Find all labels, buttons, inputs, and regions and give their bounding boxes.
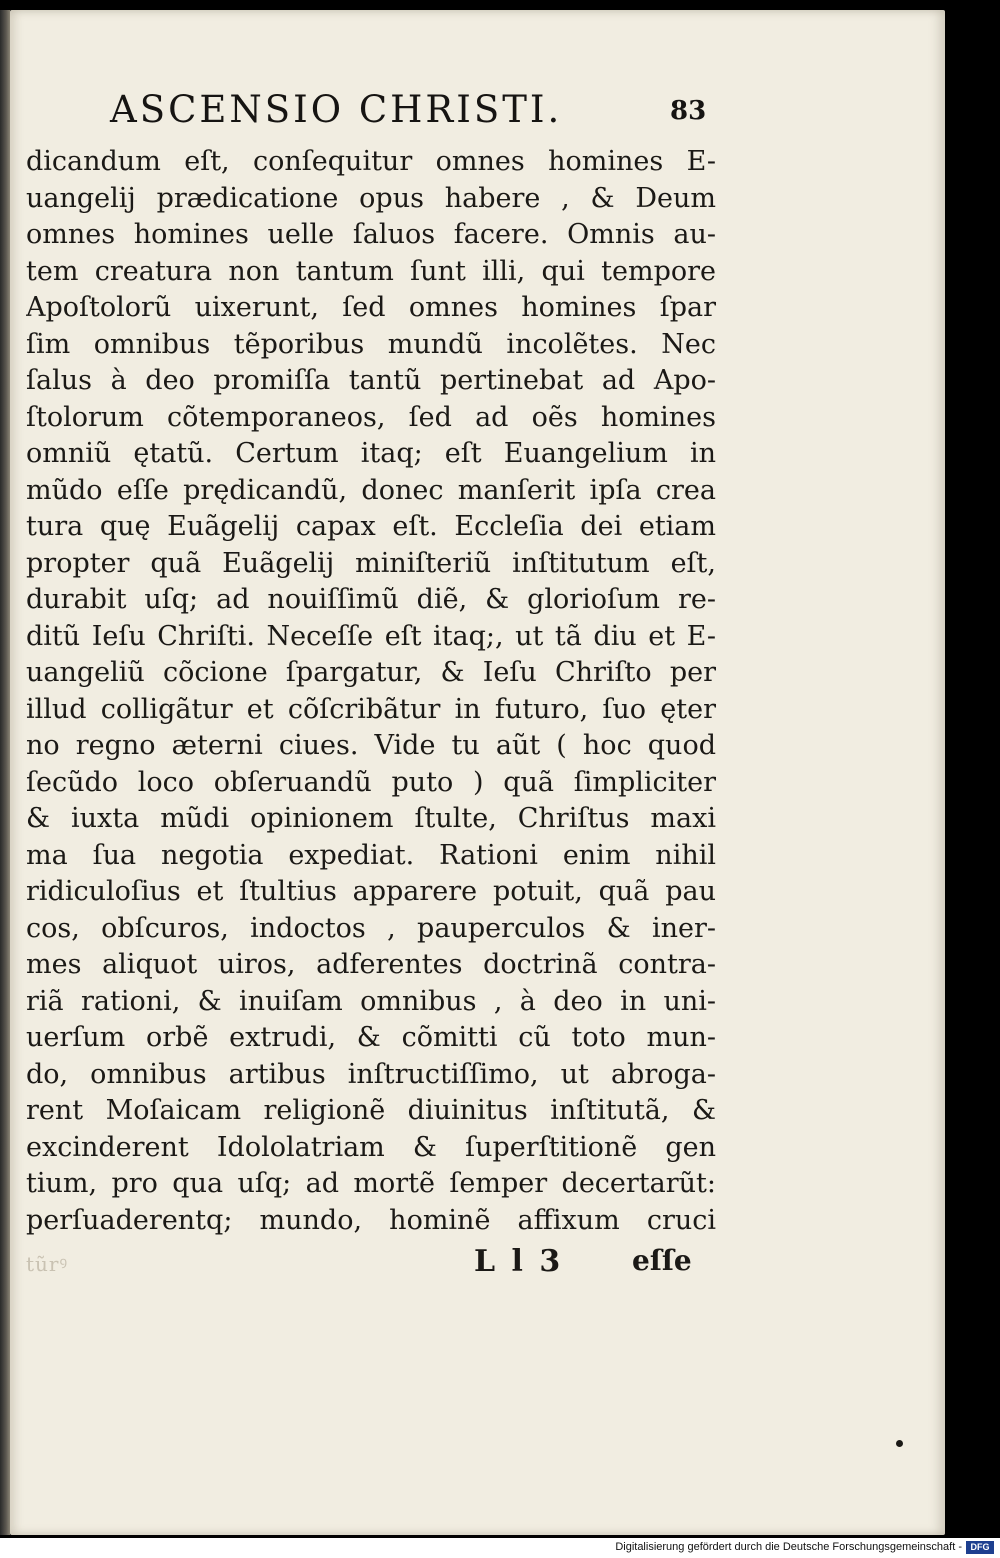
book-page <box>10 10 945 1535</box>
text-line: riã rationi, & inuiſam omnibus , à deo in uni- <box>26 985 716 1017</box>
text-line: omniũ ętatũ. Certum itaq; eſt Euangelium in <box>26 438 716 469</box>
body-text <box>26 144 716 1239</box>
text-line: mes aliquot uiros, adferentes doctrinã contra- <box>26 949 716 980</box>
text-line: & iuxta mũdi opinionem ſtulte, Chriſtus maxi <box>26 803 716 834</box>
funding-footer <box>0 1538 1000 1558</box>
text-line: rent Moſaicam religionẽ diuinitus inſtitutã, & <box>26 1095 716 1126</box>
text-line: uangelij prædicatione opus habere , & Deum <box>26 182 716 214</box>
text-line: ditũ Ieſu Chriſti. Neceſſe eſt itaq;, ut tã diu et E- <box>26 620 716 652</box>
ink-speck <box>896 1440 903 1447</box>
text-line: do, omnibus artibus inſtructiſſimo, ut abroga- <box>26 1058 716 1090</box>
text-line: excinderent Idololatriam & ſuperſtitionẽ gen <box>26 1131 716 1163</box>
dfg-logo-icon: DFG <box>966 1541 994 1554</box>
text-line: ridiculoſius et ſtultius apparere potuit, quã pau <box>26 876 716 907</box>
folio-number: 83 <box>670 96 707 126</box>
text-line: durabit uſq; ad nouiſſimũ diẽ, & glorioſum re- <box>26 584 716 615</box>
page-edge <box>945 10 1000 1535</box>
text-line: ma ſua negotia expediat. Rationi enim nihil <box>26 839 716 871</box>
binding-gutter <box>0 10 10 1535</box>
text-line: propter quã Euãgelij miniſteriũ inſtitutum eſt, <box>26 547 716 579</box>
text-line: ſtolorum cõtemporaneos, ſed ad oẽs homines <box>26 401 716 433</box>
running-title: ASCENSIO CHRISTI. <box>110 88 563 131</box>
offset-trace: tũrꝰ <box>26 1252 69 1276</box>
text-line: ſalus à deo promiſſa tantũ pertinebat ad Apo- <box>26 365 716 396</box>
text-line: cos, obſcuros, indoctos , pauperculos & iner- <box>26 912 716 944</box>
text-line: mũdo eſſe prędicandũ, donec manſerit ipſa crea <box>26 474 716 506</box>
text-line: uangeliũ cõcione ſpargatur, & Ieſu Chriſto per <box>26 657 716 688</box>
signature-mark: L l 3 <box>474 1244 564 1279</box>
catchword: eſſe <box>632 1244 692 1277</box>
text-line: tium, pro qua uſq; ad mortẽ ſemper decertarũt: <box>26 1168 716 1199</box>
page-header <box>110 88 710 138</box>
text-line: dicandum eſt, conſequitur omnes homines E- <box>26 146 716 177</box>
page-footer <box>26 1244 716 1284</box>
text-line: Apoſtolorũ uixerunt, ſed omnes homines ſpar <box>26 292 716 323</box>
text-line: tura quę Euãgelij capax eſt. Eccleſia dei etiam <box>26 511 716 542</box>
text-line: illud colligãtur et cõſcribãtur in futuro, ſuo ęter <box>26 693 716 725</box>
text-line: perſuaderentq; mundo, hominẽ affixum cruci <box>26 1204 716 1236</box>
text-line: ſecũdo loco obſeruandũ puto ) quã ſimpliciter <box>26 766 716 798</box>
funding-note: Digitalisierung gefördert durch die Deutsche Forschungsgemeinschaft - <box>615 1541 962 1553</box>
text-line: uerſum orbẽ extrudi, & cõmitti cũ toto mun- <box>26 1022 716 1053</box>
text-line: ſim omnibus tẽporibus mundũ incolẽtes. Nec <box>26 328 716 360</box>
text-line: no regno æterni ciues. Vide tu aũt ( hoc quod <box>26 730 716 761</box>
text-line: omnes homines uelle ſaluos facere. Omnis au- <box>26 219 716 250</box>
text-line: tem creatura non tantum ſunt illi, qui tempore <box>26 255 716 287</box>
